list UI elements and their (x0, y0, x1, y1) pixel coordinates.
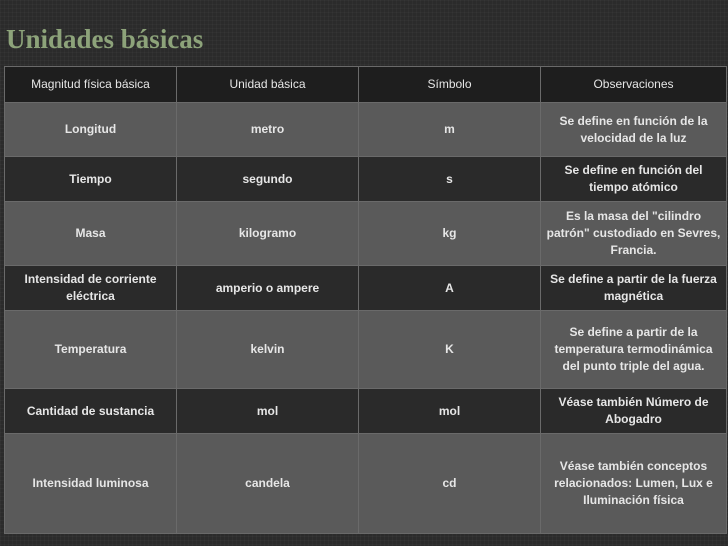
table-row (5, 157, 727, 202)
header-observaciones: Observaciones (541, 67, 727, 103)
cell-simbolo: A (359, 266, 541, 311)
cell-unidad: mol (177, 389, 359, 434)
cell-unidad: metro (177, 103, 359, 157)
cell-observaciones: Se define a partir de la temperatura termodinámica del punto triple del agua. (541, 311, 727, 389)
cell-unidad: segundo (177, 157, 359, 202)
cell-magnitud: Longitud (5, 103, 177, 157)
cell-observaciones: Se define en función de la velocidad de la luz (541, 103, 727, 157)
cell-magnitud: Intensidad luminosa (5, 434, 177, 534)
cell-observaciones: Véase también Número de Abogadro (541, 389, 727, 434)
cell-unidad: amperio o ampere (177, 266, 359, 311)
cell-magnitud: Cantidad de sustancia (5, 389, 177, 434)
cell-magnitud: Intensidad de corriente eléctrica (5, 266, 177, 311)
header-unidad: Unidad básica (177, 67, 359, 103)
cell-simbolo: mol (359, 389, 541, 434)
table-row (5, 266, 727, 311)
table-row (5, 389, 727, 434)
header-magnitud: Magnitud física básica (5, 67, 177, 103)
table-row (5, 311, 727, 389)
cell-simbolo: m (359, 103, 541, 157)
table-row (5, 202, 727, 266)
cell-magnitud: Masa (5, 202, 177, 266)
units-table (4, 66, 727, 534)
cell-unidad: kelvin (177, 311, 359, 389)
cell-observaciones: Véase también conceptos relacionados: Lumen, Lux e Iluminación física (541, 434, 727, 534)
cell-magnitud: Temperatura (5, 311, 177, 389)
cell-observaciones: Se define a partir de la fuerza magnética (541, 266, 727, 311)
table-header-row (5, 67, 727, 103)
header-simbolo: Símbolo (359, 67, 541, 103)
cell-unidad: candela (177, 434, 359, 534)
cell-simbolo: kg (359, 202, 541, 266)
table-row (5, 103, 727, 157)
cell-observaciones: Se define en función del tiempo atómico (541, 157, 727, 202)
cell-simbolo: K (359, 311, 541, 389)
cell-unidad: kilogramo (177, 202, 359, 266)
cell-simbolo: s (359, 157, 541, 202)
cell-magnitud: Tiempo (5, 157, 177, 202)
page-title: Unidades básicas (6, 24, 204, 54)
cell-observaciones: Es la masa del "cilindro patrón" custodiado en Sevres, Francia. (541, 202, 727, 266)
table-row (5, 434, 727, 534)
cell-simbolo: cd (359, 434, 541, 534)
